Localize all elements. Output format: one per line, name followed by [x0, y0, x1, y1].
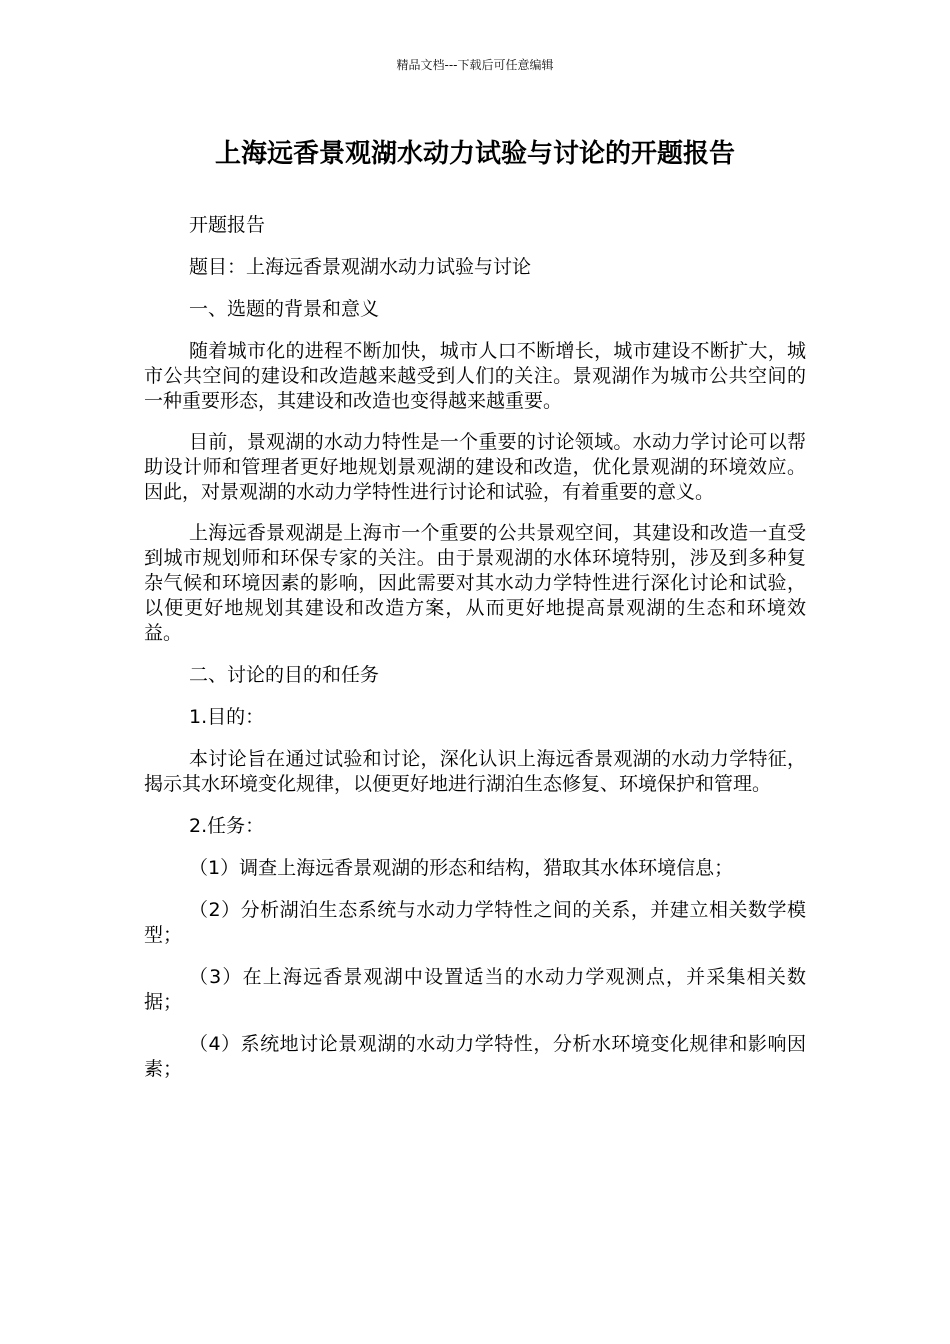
task-item-4: （4）系统地讨论景观湖的水动力学特性，分析水环境变化规律和影响因素； — [144, 1033, 806, 1080]
subheading-purpose: 1.目的： — [189, 706, 265, 728]
task-item-1: （1）调查上海远香景观湖的形态和结构，猎取其水体环境信息； — [189, 857, 734, 879]
paragraph-background-3: 上海远香景观湖是上海市一个重要的公共景观空间，其建设和改造一直受到城市规划师和环保专家的关注。由于景观湖的水体环境特别，涉及到多种复杂气候和环境因素的影响，因此需要对其水动力学特性进行深化讨论和试验，以便更好地规划其建设和改造方案，从而更好地提高景观湖的生态和环境效益。 — [144, 522, 806, 644]
paragraph-background-2: 目前，景观湖的水动力特性是一个重要的讨论领域。水动力学讨论可以帮助设计师和管理者更好地规划景观湖的建设和改造，优化景观湖的环境效应。因此，对景观湖的水动力学特性进行讨论和试验，有着重要的意义。 — [144, 431, 806, 503]
paragraph-purpose: 本讨论旨在通过试验和讨论，深化认识上海远香景观湖的水动力学特征，揭示其水环境变化规律，以便更好地进行湖泊生态修复、环境保护和管理。 — [144, 748, 806, 795]
section-heading-background: 一、选题的背景和意义 — [189, 298, 380, 320]
subheading-tasks: 2.任务： — [189, 815, 265, 837]
paragraph-topic: 题目：上海远香景观湖水动力试验与讨论 — [189, 256, 532, 278]
header-note: 精品文档---下载后可任意编辑 — [396, 58, 554, 72]
task-item-2: （2）分析湖泊生态系统与水动力学特性之间的关系，并建立相关数学模型； — [144, 899, 806, 946]
paragraph-report-label: 开题报告 — [189, 214, 266, 236]
task-item-3: （3）在上海远香景观湖中设置适当的水动力学观测点，并采集相关数据； — [144, 966, 806, 1013]
document-body — [144, 213, 806, 1082]
paragraph-background-1: 随着城市化的进程不断加快，城市人口不断增长，城市建设不断扩大，城市公共空间的建设和改造越来越受到人们的关注。景观湖作为城市公共空间的一种重要形态，其建设和改造也变得越来越重要。 — [144, 340, 806, 412]
section-heading-purpose-tasks: 二、讨论的目的和任务 — [189, 664, 380, 686]
document-title: 上海远香景观湖水动力试验与讨论的开题报告 — [214, 139, 735, 169]
